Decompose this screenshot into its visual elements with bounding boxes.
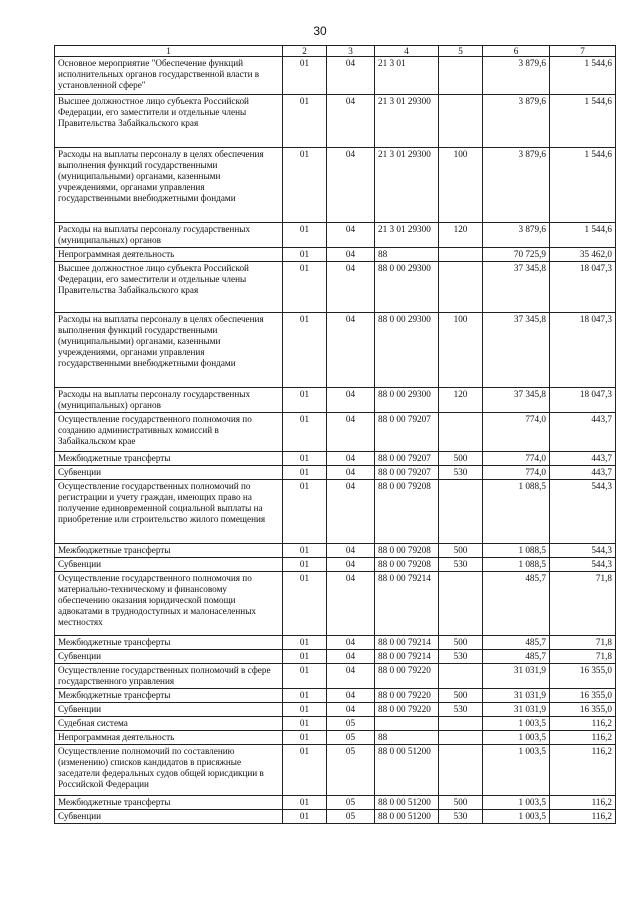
row-name-cell: Высшее должностное лицо субъекта Российской Федерации, его заместители и отдельные члены Правительства Забайкальского края xyxy=(55,95,283,148)
table-row xyxy=(55,745,616,796)
row-subsection-code-cell: 04 xyxy=(327,480,375,544)
row-value-7-cell: 1 544,6 xyxy=(550,223,616,248)
row-value-7-cell: 544,3 xyxy=(550,480,616,544)
table-row xyxy=(55,703,616,717)
header-cell: 6 xyxy=(483,46,550,57)
row-subsection-code-cell: 04 xyxy=(327,95,375,148)
row-expense-type-cell: 530 xyxy=(439,558,483,572)
row-expense-type-cell xyxy=(439,248,483,262)
row-subsection-code-cell: 04 xyxy=(327,636,375,650)
row-subsection-code-cell: 05 xyxy=(327,796,375,810)
row-section-code-cell: 01 xyxy=(283,388,327,413)
row-target-code-cell: 88 0 00 79214 xyxy=(375,636,439,650)
row-target-code-cell: 88 0 00 79220 xyxy=(375,689,439,703)
row-expense-type-cell: 120 xyxy=(439,223,483,248)
page-number: 30 xyxy=(313,24,327,38)
row-target-code-cell: 88 0 00 79208 xyxy=(375,558,439,572)
row-value-6-cell: 485,7 xyxy=(483,636,550,650)
row-expense-type-cell xyxy=(439,572,483,636)
table-row xyxy=(55,466,616,480)
row-target-code-cell: 88 0 00 79207 xyxy=(375,452,439,466)
row-name-cell: Межбюджетные трансферты xyxy=(55,796,283,810)
row-name-cell: Непрограммная деятельность xyxy=(55,731,283,745)
row-section-code-cell: 01 xyxy=(283,650,327,664)
row-subsection-code-cell: 04 xyxy=(327,664,375,689)
row-value-6-cell: 774,0 xyxy=(483,413,550,452)
row-value-6-cell: 3 879,6 xyxy=(483,148,550,223)
row-expense-type-cell xyxy=(439,717,483,731)
row-name-cell: Судебная система xyxy=(55,717,283,731)
row-section-code-cell: 01 xyxy=(283,313,327,388)
row-expense-type-cell: 500 xyxy=(439,544,483,558)
row-target-code-cell: 88 0 00 79214 xyxy=(375,650,439,664)
row-subsection-code-cell: 05 xyxy=(327,717,375,731)
row-value-7-cell: 443,7 xyxy=(550,452,616,466)
row-target-code-cell: 21 3 01 29300 xyxy=(375,223,439,248)
row-value-7-cell: 443,7 xyxy=(550,413,616,452)
row-value-7-cell: 18 047,3 xyxy=(550,388,616,413)
row-value-6-cell: 31 031,9 xyxy=(483,664,550,689)
row-value-6-cell: 1 003,5 xyxy=(483,717,550,731)
row-target-code-cell: 21 3 01 xyxy=(375,57,439,95)
row-value-7-cell: 116,2 xyxy=(550,745,616,796)
table-row xyxy=(55,452,616,466)
row-target-code-cell: 88 0 00 79207 xyxy=(375,466,439,480)
table-row xyxy=(55,57,616,95)
row-subsection-code-cell: 04 xyxy=(327,388,375,413)
row-expense-type-cell xyxy=(439,57,483,95)
row-value-7-cell: 18 047,3 xyxy=(550,262,616,313)
row-name-cell: Расходы на выплаты персоналу государственных (муниципальных) органов xyxy=(55,223,283,248)
row-expense-type-cell xyxy=(439,745,483,796)
row-subsection-code-cell: 04 xyxy=(327,413,375,452)
row-value-6-cell: 1 003,5 xyxy=(483,810,550,824)
table-row xyxy=(55,810,616,824)
row-name-cell: Субвенции xyxy=(55,558,283,572)
table-row xyxy=(55,248,616,262)
row-value-7-cell: 71,8 xyxy=(550,636,616,650)
row-value-7-cell: 116,2 xyxy=(550,796,616,810)
row-target-code-cell: 88 0 00 29300 xyxy=(375,388,439,413)
row-name-cell: Межбюджетные трансферты xyxy=(55,689,283,703)
row-section-code-cell: 01 xyxy=(283,636,327,650)
row-subsection-code-cell: 04 xyxy=(327,148,375,223)
row-target-code-cell: 88 0 00 79220 xyxy=(375,664,439,689)
row-subsection-code-cell: 04 xyxy=(327,572,375,636)
table-row xyxy=(55,480,616,544)
row-value-6-cell: 774,0 xyxy=(483,452,550,466)
row-section-code-cell: 01 xyxy=(283,572,327,636)
table-row xyxy=(55,717,616,731)
row-section-code-cell: 01 xyxy=(283,452,327,466)
row-target-code-cell: 88 0 00 79220 xyxy=(375,703,439,717)
row-expense-type-cell: 530 xyxy=(439,650,483,664)
row-section-code-cell: 01 xyxy=(283,664,327,689)
row-name-cell: Осуществление государственного полномочия по созданию административных комиссий в Забайкальском крае xyxy=(55,413,283,452)
row-value-6-cell: 1 088,5 xyxy=(483,558,550,572)
row-section-code-cell: 01 xyxy=(283,262,327,313)
table-row xyxy=(55,689,616,703)
row-section-code-cell: 01 xyxy=(283,731,327,745)
row-expense-type-cell xyxy=(439,413,483,452)
row-name-cell: Высшее должностное лицо субъекта Российской Федерации, его заместители и отдельные члены Правительства Забайкальского края xyxy=(55,262,283,313)
row-value-7-cell: 71,8 xyxy=(550,650,616,664)
row-section-code-cell: 01 xyxy=(283,148,327,223)
row-target-code-cell: 88 0 00 79208 xyxy=(375,480,439,544)
row-name-cell: Расходы на выплаты персоналу государственных (муниципальных) органов xyxy=(55,388,283,413)
row-value-7-cell: 443,7 xyxy=(550,466,616,480)
row-value-7-cell: 116,2 xyxy=(550,810,616,824)
row-value-7-cell: 116,2 xyxy=(550,717,616,731)
row-subsection-code-cell: 04 xyxy=(327,313,375,388)
header-cell: 4 xyxy=(375,46,439,57)
header-cell: 7 xyxy=(550,46,616,57)
row-expense-type-cell xyxy=(439,480,483,544)
row-name-cell: Межбюджетные трансферты xyxy=(55,452,283,466)
header-cell: 5 xyxy=(439,46,483,57)
row-section-code-cell: 01 xyxy=(283,796,327,810)
row-section-code-cell: 01 xyxy=(283,95,327,148)
row-expense-type-cell: 530 xyxy=(439,703,483,717)
row-value-6-cell: 37 345,8 xyxy=(483,262,550,313)
row-section-code-cell: 01 xyxy=(283,745,327,796)
table-row xyxy=(55,650,616,664)
row-section-code-cell: 01 xyxy=(283,717,327,731)
row-section-code-cell: 01 xyxy=(283,466,327,480)
row-name-cell: Осуществление государственных полномочий в сфере государственного управления xyxy=(55,664,283,689)
row-subsection-code-cell: 05 xyxy=(327,810,375,824)
row-subsection-code-cell: 04 xyxy=(327,689,375,703)
row-subsection-code-cell: 04 xyxy=(327,57,375,95)
row-expense-type-cell: 100 xyxy=(439,313,483,388)
row-section-code-cell: 01 xyxy=(283,558,327,572)
row-target-code-cell: 88 xyxy=(375,731,439,745)
row-expense-type-cell: 500 xyxy=(439,636,483,650)
row-subsection-code-cell: 04 xyxy=(327,650,375,664)
budget-table xyxy=(54,45,616,824)
row-expense-type-cell: 530 xyxy=(439,810,483,824)
row-section-code-cell: 01 xyxy=(283,248,327,262)
row-value-7-cell: 116,2 xyxy=(550,731,616,745)
row-target-code-cell: 88 0 00 29300 xyxy=(375,262,439,313)
table-row xyxy=(55,313,616,388)
row-subsection-code-cell: 04 xyxy=(327,544,375,558)
row-name-cell: Расходы на выплаты персоналу в целях обеспечения выполнения функций государственными (муниципальными) органами, казенными учреждениями, органами управления государственными внебюджетными фондами xyxy=(55,148,283,223)
row-value-6-cell: 485,7 xyxy=(483,572,550,636)
row-name-cell: Субвенции xyxy=(55,466,283,480)
row-target-code-cell: 88 0 00 79207 xyxy=(375,413,439,452)
row-section-code-cell: 01 xyxy=(283,689,327,703)
row-name-cell: Осуществление государственного полномочия по материально-техническому и финансовому обеспечению оказания юридической помощи адвокатами в труднодоступных и малонаселенных местностях xyxy=(55,572,283,636)
row-subsection-code-cell: 04 xyxy=(327,558,375,572)
row-value-6-cell: 1 088,5 xyxy=(483,480,550,544)
row-expense-type-cell xyxy=(439,262,483,313)
row-section-code-cell: 01 xyxy=(283,703,327,717)
row-name-cell: Межбюджетные трансферты xyxy=(55,636,283,650)
row-value-6-cell: 3 879,6 xyxy=(483,57,550,95)
row-value-7-cell: 1 544,6 xyxy=(550,148,616,223)
row-value-7-cell: 544,3 xyxy=(550,558,616,572)
row-value-7-cell: 35 462,0 xyxy=(550,248,616,262)
row-expense-type-cell: 120 xyxy=(439,388,483,413)
row-name-cell: Непрограммная деятельность xyxy=(55,248,283,262)
row-section-code-cell: 01 xyxy=(283,544,327,558)
row-expense-type-cell: 530 xyxy=(439,466,483,480)
row-value-7-cell: 16 355,0 xyxy=(550,664,616,689)
row-value-7-cell: 16 355,0 xyxy=(550,689,616,703)
row-target-code-cell: 88 0 00 51200 xyxy=(375,796,439,810)
row-expense-type-cell: 500 xyxy=(439,452,483,466)
row-value-6-cell: 1 088,5 xyxy=(483,544,550,558)
row-value-6-cell: 774,0 xyxy=(483,466,550,480)
row-target-code-cell: 88 xyxy=(375,248,439,262)
row-name-cell: Субвенции xyxy=(55,650,283,664)
header-cell: 3 xyxy=(327,46,375,57)
row-expense-type-cell xyxy=(439,731,483,745)
row-value-7-cell: 71,8 xyxy=(550,572,616,636)
row-name-cell: Основное мероприятие "Обеспечение функций исполнительных органов государственной власти в установленной сфере" xyxy=(55,57,283,95)
row-value-6-cell: 1 003,5 xyxy=(483,731,550,745)
row-expense-type-cell xyxy=(439,95,483,148)
row-value-7-cell: 1 544,6 xyxy=(550,95,616,148)
row-target-code-cell: 21 3 01 29300 xyxy=(375,95,439,148)
row-subsection-code-cell: 04 xyxy=(327,262,375,313)
row-name-cell: Расходы на выплаты персоналу в целях обеспечения выполнения функций государственными (муниципальными) органами, казенными учреждениями, органами управления государственными внебюджетными фондами xyxy=(55,313,283,388)
row-name-cell: Субвенции xyxy=(55,810,283,824)
row-target-code-cell: 88 0 00 79214 xyxy=(375,572,439,636)
table-row xyxy=(55,558,616,572)
row-value-6-cell: 1 003,5 xyxy=(483,745,550,796)
row-expense-type-cell: 100 xyxy=(439,148,483,223)
table-row xyxy=(55,544,616,558)
row-section-code-cell: 01 xyxy=(283,810,327,824)
row-value-6-cell: 31 031,9 xyxy=(483,703,550,717)
row-subsection-code-cell: 04 xyxy=(327,452,375,466)
row-name-cell: Осуществление государственных полномочий по регистрации и учету граждан, имеющих право на получение единовременной социальной выплаты на приобретение или строительство жилого помещения xyxy=(55,480,283,544)
row-value-6-cell: 3 879,6 xyxy=(483,95,550,148)
row-value-6-cell: 70 725,9 xyxy=(483,248,550,262)
table-row xyxy=(55,262,616,313)
row-value-7-cell: 1 544,6 xyxy=(550,57,616,95)
table-row xyxy=(55,148,616,223)
row-subsection-code-cell: 05 xyxy=(327,745,375,796)
table-row xyxy=(55,664,616,689)
row-value-7-cell: 16 355,0 xyxy=(550,703,616,717)
row-subsection-code-cell: 05 xyxy=(327,731,375,745)
row-value-7-cell: 544,3 xyxy=(550,544,616,558)
row-expense-type-cell: 500 xyxy=(439,796,483,810)
row-value-6-cell: 1 003,5 xyxy=(483,796,550,810)
table-row xyxy=(55,223,616,248)
table-row xyxy=(55,572,616,636)
row-name-cell: Осуществление полномочий по составлению (изменению) списков кандидатов в присяжные заседатели федеральных судов общей юрисдикции в Российской Федерации xyxy=(55,745,283,796)
row-target-code-cell: 21 3 01 29300 xyxy=(375,148,439,223)
table-header-row xyxy=(55,46,616,57)
row-section-code-cell: 01 xyxy=(283,223,327,248)
row-target-code-cell: 88 0 00 79208 xyxy=(375,544,439,558)
table-row xyxy=(55,413,616,452)
row-section-code-cell: 01 xyxy=(283,413,327,452)
row-section-code-cell: 01 xyxy=(283,480,327,544)
row-target-code-cell: 88 0 00 29300 xyxy=(375,313,439,388)
row-target-code-cell xyxy=(375,717,439,731)
row-value-6-cell: 485,7 xyxy=(483,650,550,664)
row-value-6-cell: 31 031,9 xyxy=(483,689,550,703)
row-value-7-cell: 18 047,3 xyxy=(550,313,616,388)
table-row xyxy=(55,95,616,148)
header-cell: 2 xyxy=(283,46,327,57)
row-name-cell: Субвенции xyxy=(55,703,283,717)
row-expense-type-cell: 500 xyxy=(439,689,483,703)
row-expense-type-cell xyxy=(439,664,483,689)
row-value-6-cell: 3 879,6 xyxy=(483,223,550,248)
row-target-code-cell: 88 0 00 51200 xyxy=(375,810,439,824)
table-row xyxy=(55,388,616,413)
row-section-code-cell: 01 xyxy=(283,57,327,95)
header-cell: 1 xyxy=(55,46,283,57)
table-row xyxy=(55,796,616,810)
row-subsection-code-cell: 04 xyxy=(327,223,375,248)
row-target-code-cell: 88 0 00 51200 xyxy=(375,745,439,796)
table-row xyxy=(55,731,616,745)
row-value-6-cell: 37 345,8 xyxy=(483,388,550,413)
row-name-cell: Межбюджетные трансферты xyxy=(55,544,283,558)
row-value-6-cell: 37 345,8 xyxy=(483,313,550,388)
row-subsection-code-cell: 04 xyxy=(327,466,375,480)
row-subsection-code-cell: 04 xyxy=(327,248,375,262)
table-row xyxy=(55,636,616,650)
row-subsection-code-cell: 04 xyxy=(327,703,375,717)
